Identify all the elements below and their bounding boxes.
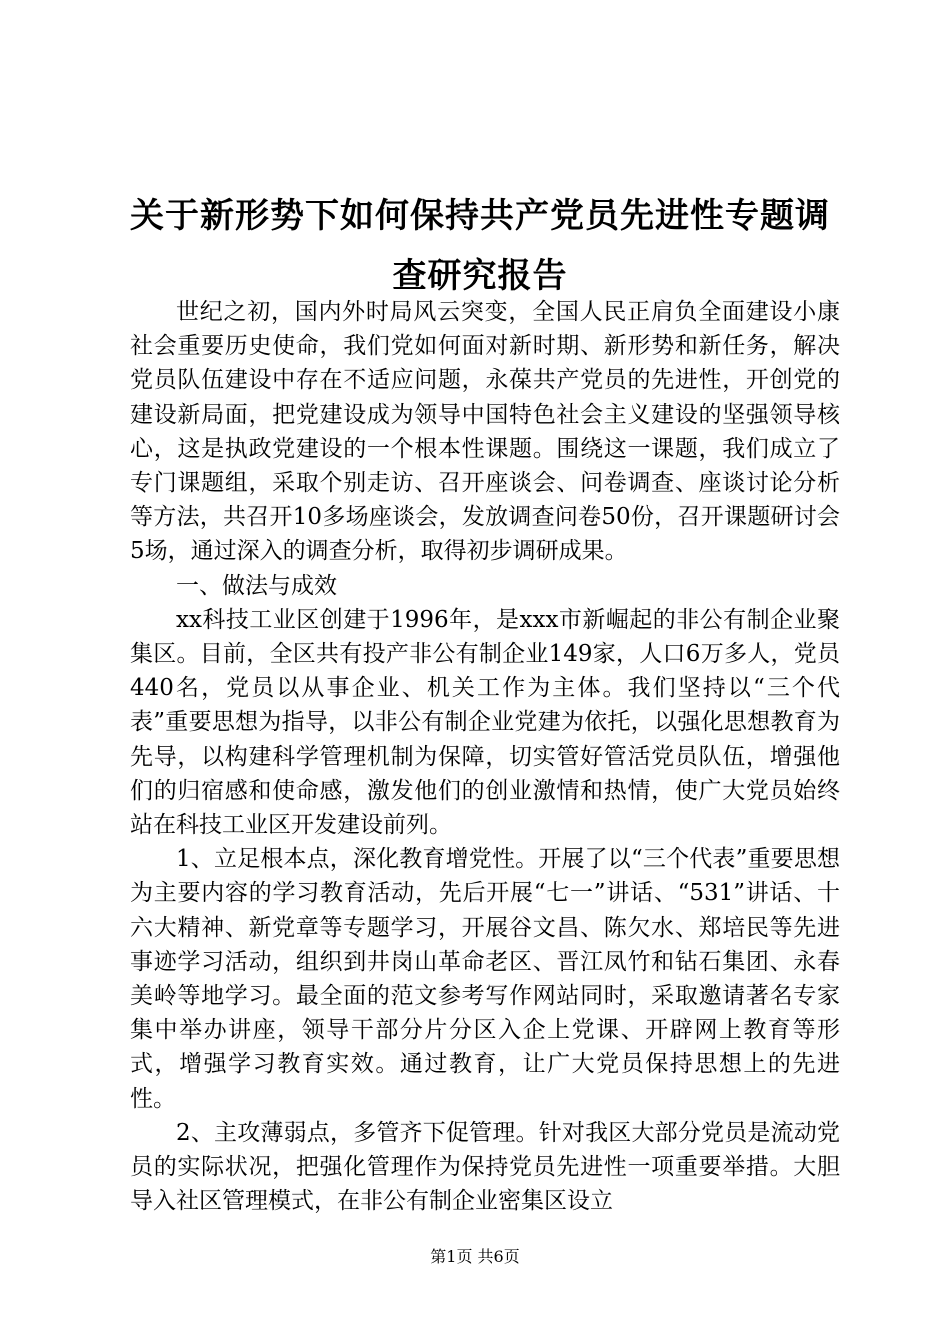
intro-paragraph: 世纪之初，国内外时局风云突变，全国人民正肩负全面建设小康社会重要历史使命，我们党如何面对新时期、新形势和新任务，解决党员队伍建设中存在不适应问题，永葆共产党员的先进性，开创党的建设新局面，把党建设成为领导中国特色社会主义建设的坚强领导核心，这是执政党建设的一个根本性课题。围绕这一课题，我们成立了专门课题组，采取个别走访、召开座谈会、问卷调查、座谈讨论分析等方法，共召开10多场座谈会，发放调查问卷50份，召开课题研讨会5场，通过深入的调查分析，取得初步调研成果。 <box>130 299 840 565</box>
document-title-line-1: 关于新形势下如何保持共产党员先进性专题调 <box>130 196 830 236</box>
section-heading: 一、做法与成效 <box>176 572 337 599</box>
document-body <box>130 295 840 1218</box>
document-title-line-2: 查研究报告 <box>392 256 568 296</box>
point-2-paragraph: 2、主攻薄弱点，多管齐下促管理。针对我区大部分党员是流动党员的实际状况，把强化管理作为保持党员先进性一项重要举措。大胆导入社区管理模式，在非公有制企业密集区设立 <box>130 1119 840 1215</box>
page-footer: 第1页 共6页 <box>430 1247 520 1266</box>
overview-paragraph: xx科技工业区创建于1996年，是xxx市新崛起的非公有制企业聚集区。目前，全区共有投产非公有制企业149家，人口6万多人，党员440名，党员以从事企业、机关工作为主体。我们坚持以“三个代表”重要思想为指导，以非公有制企业党建为依托，以强化思想教育为先导，以构建科学管理机制为保障，切实管好管活党员队伍，增强他们的归宿感和使命感，激发他们的创业激情和热情，使广大党员始终站在科技工业区开发建设前列。 <box>130 606 840 839</box>
point-1-paragraph: 1、立足根本点，深化教育增党性。开展了以“三个代表”重要思想为主要内容的学习教育活动，先后开展“七一”讲话、“531”讲话、十六大精神、新党章等专题学习，开展谷文昌、陈欠水、郑培民等先进事迹学习活动，组织到井岗山革命老区、晋江凤竹和钻石集团、永春美岭等地学习。最全面的范文参考写作网站同时，采取邀请著名专家集中举办讲座，领导干部分片分区入企上党课、开辟网上教育等形式，增强学习教育实效。通过教育，让广大党员保持思想上的先进性。 <box>130 846 840 1112</box>
